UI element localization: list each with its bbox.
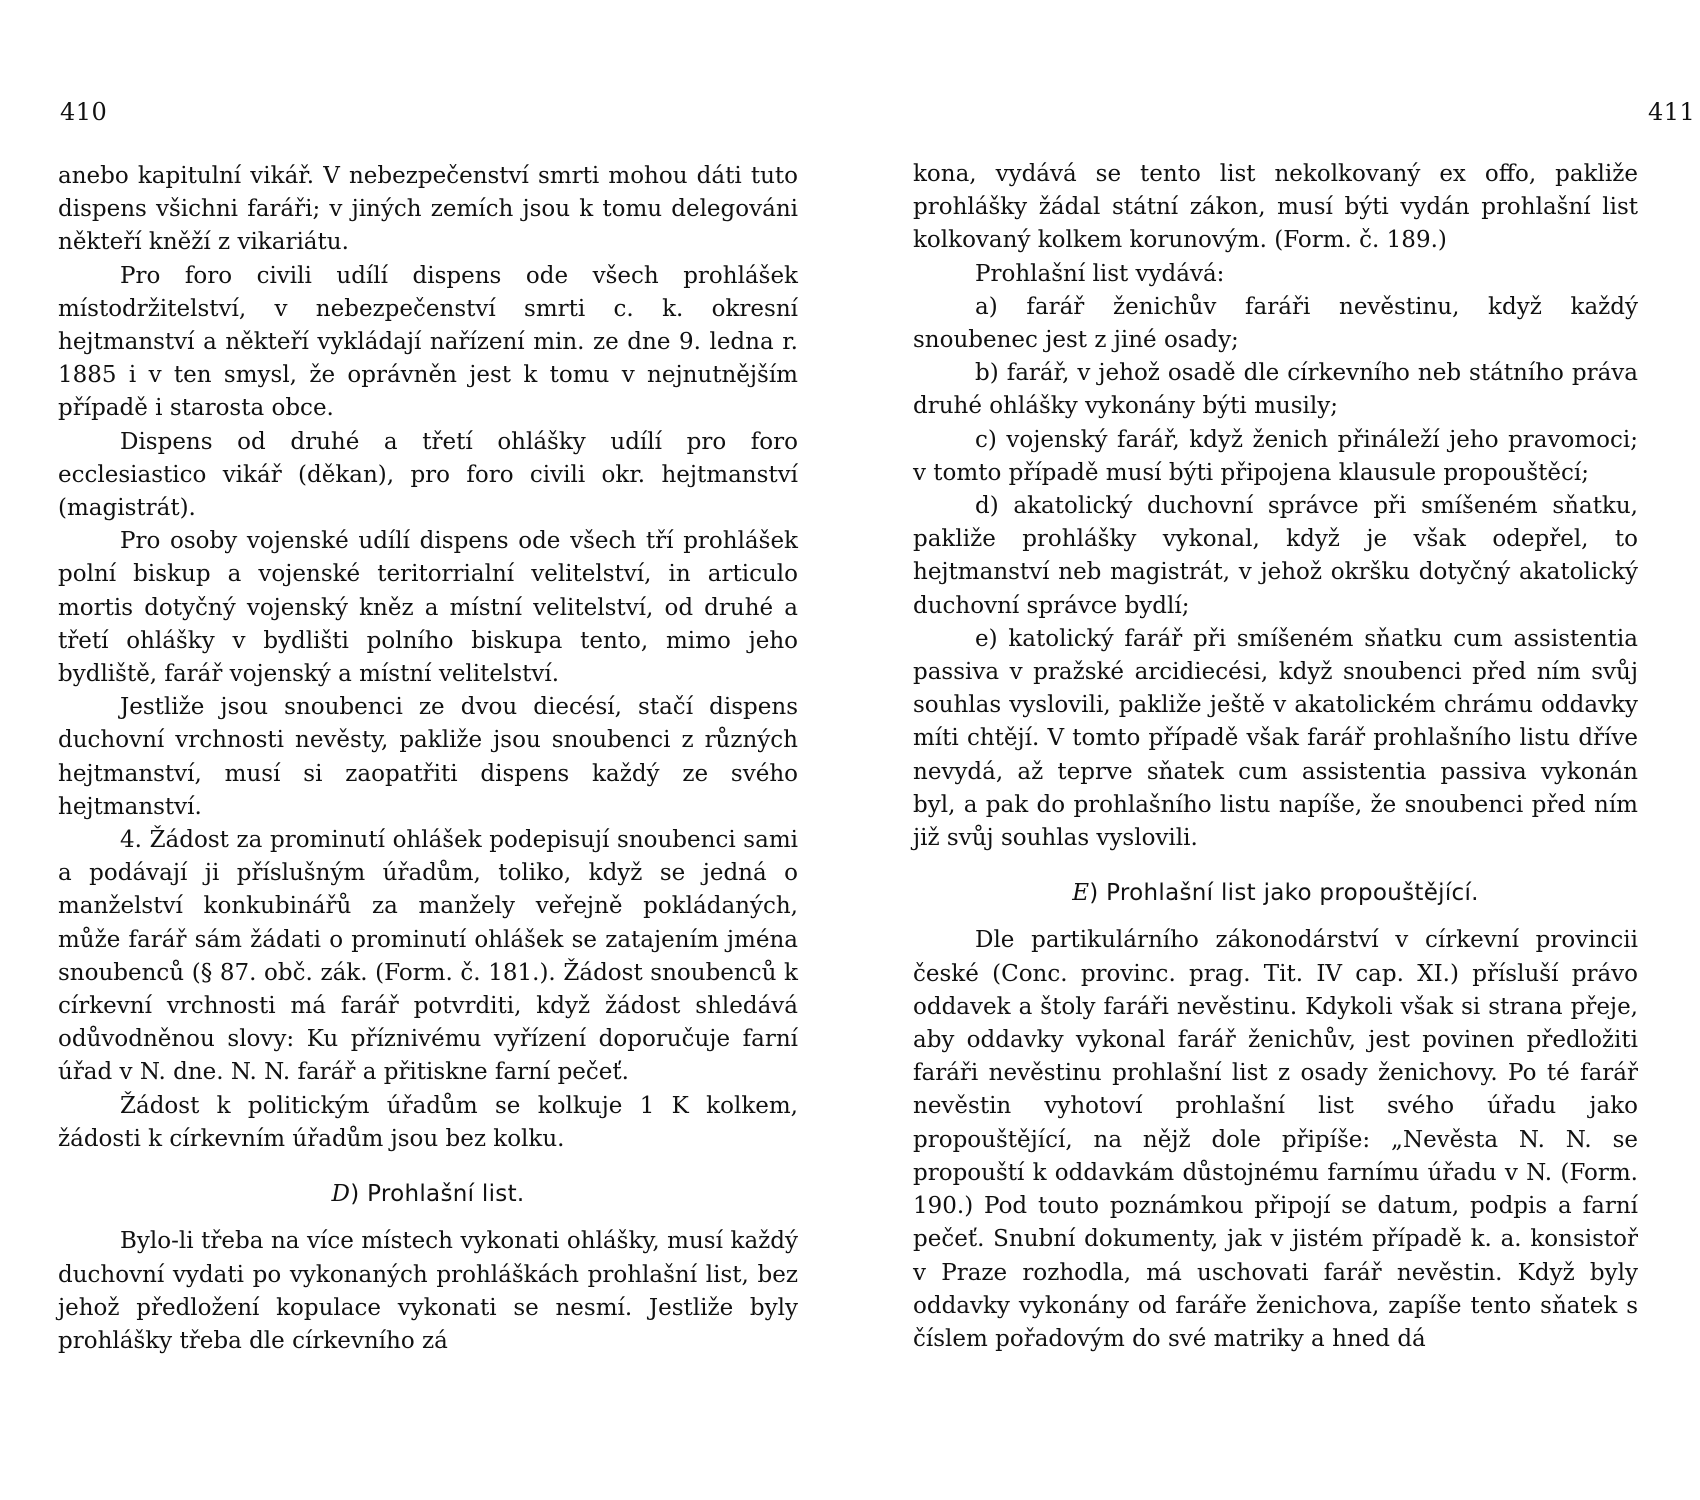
paragraph: Pro osoby vojenské udílí dispens ode všech tří prohlášek polní biskup a vojenské teritorrialní velitelství, in articulo mortis dotyčný vojenský kněz a místní velitelství, od druhé a třetí ohlášky v bydlišti polního biskupa tento, mimo jeho bydliště, farář vojenský a místní velitelství.	[58, 528, 798, 688]
section-title: ) Prohlašní list.	[350, 1181, 525, 1208]
paragraph: Jestliže jsou snoubenci ze dvou diecésí, stačí dispens duchovní vrchnosti nevěsty, pakliže jsou snoubenci z různých hejtmanství, musí si zaopatřiti dispens každý ze svého hejtmanství.	[58, 694, 798, 820]
list-item: e) katolický farář při smíšeném sňatku cum assistentia passiva v pražské arcidiecési, když snoubenci před ním svůj souhlas vyslovili, pakliže ještě v akatolickém chrámu oddavky míti chtějí. V tomto případě však farář prohlašního listu dříve nevydá, až teprve sňatek cum assistentia passiva vykonán byl, a pak do prohlašního listu napíše, že snoubenci před ním již svůj souhlas vyslovili.	[913, 625, 1638, 852]
paragraph: Bylo-li třeba na více místech vykonati ohlášky, musí každý duchovní vydati po vykonaných prohláškách prohlašní list, bez jehož předložení kopulace vykonati se nesmí. Jestliže byly prohlášky třeba dle církevního zá	[58, 1228, 798, 1354]
section-title: ) Prohlašní list jako propouštějící.	[1089, 880, 1479, 907]
text-column	[913, 158, 1638, 1356]
paragraph: anebo kapitulní vikář. V nebezpečenství smrti mohou dáti tuto dispens všichni faráři; v jiných zemích jsou k tomu delegováni někteří kněží z vikariátu.	[58, 163, 798, 256]
right-page	[850, 0, 1700, 1500]
section-letter: E	[1072, 880, 1090, 907]
page-number: 410	[60, 98, 108, 126]
page-number: 411	[1648, 98, 1696, 126]
list-item: b) farář, v jehož osadě dle církevního neb státního práva druhé ohlášky vykonány býti musily;	[913, 360, 1638, 420]
list-item: d) akatolický duchovní správce při smíšeném sňatku, pakliže prohlášky vykonal, když je však odepřel, to hejtmanství neb magistrát, v jehož okršku dotyčný akatolický duchovní správce bydlí;	[913, 493, 1638, 619]
section-heading	[913, 877, 1638, 910]
paragraph: 4. Žádost za prominutí ohlášek podepisují snoubenci sami a podávají ji příslušným úřadům, toliko, když se jedná o manželství konkubinářů za manžely veřejně pokládaných, může farář sám žádati o prominutí ohlášek se zatajením jména snoubenců (§ 87. obč. zák. (Form. č. 181.). Žádost snoubenců k církevní vrchnosti má farář potvrditi, když žádost shledává odůvodněnou slovy: Ku příznivému vyřízení doporučuje farní úřad v N. dne. N. N. farář a přitiskne farní pečeť.	[58, 827, 798, 1086]
section-heading	[58, 1178, 798, 1211]
paragraph: Dle partikulárního zákonodárství v církevní provincii české (Conc. provinc. prag. Tit. IV cap. XI.) přísluší právo oddavek a štoly faráři nevěstinu. Kdykoli však si strana přeje, aby oddavky vykonal farář ženichův, jest povinen předložiti faráři nevěstinu prohlašní list z osady ženichovy. Po té farář nevěstin vyhotoví prohlašní list svého úřadu jako propouštějící, na nějž dole připíše: „Nevěsta N. N. se propouští k oddavkám důstojnému farnímu úřadu v N. (Form. 190.) Pod touto poznámkou připojí se datum, podpis a farní pečeť. Snubní dokumenty, jak v jistém případě k. a. konsistoř v Praze rozhodla, má uschovati farář nevěstin. Když byly oddavky vykonány od faráře ženichova, zapíše tento sňatek s číslem pořadovým do své matriky a hned dá	[913, 927, 1638, 1352]
paragraph: Pro foro civili udílí dispens ode všech prohlášek místodržitelství, v nebezpečenství smrti c. k. okresní hejtmanství a někteří vykládají nařízení min. ze dne 9. ledna r. 1885 i v ten smysl, že oprávněn jest k tomu v nejnutnějším případě i starosta obce.	[58, 262, 798, 422]
paragraph: kona, vydává se tento list nekolkovaný ex offo, pakliže prohlášky žádal státní zákon, musí býti vydán prohlašní list kolkovaný kolkem korunovým. (Form. č. 189.)	[913, 161, 1638, 254]
paragraph: Prohlašní list vydává:	[975, 260, 1225, 287]
text-column	[58, 160, 798, 1358]
paragraph: Žádost k politickým úřadům se kolkuje 1 K kolkem, žádosti k církevním úřadům jsou bez kolku.	[58, 1092, 798, 1152]
section-letter: D	[331, 1181, 351, 1208]
list-item: a) farář ženichův faráři nevěstinu, když každý snoubenec jest z jiné osady;	[913, 293, 1638, 354]
paragraph: Dispens od druhé a třetí ohlášky udílí pro foro ecclesiastico vikář (děkan), pro foro civili okr. hejtmanství (magistrát).	[58, 428, 798, 522]
list-item: c) vojenský farář, když ženich přináleží jeho pravomoci; v tomto případě musí býti připojena klausule propouštěcí;	[913, 426, 1638, 486]
